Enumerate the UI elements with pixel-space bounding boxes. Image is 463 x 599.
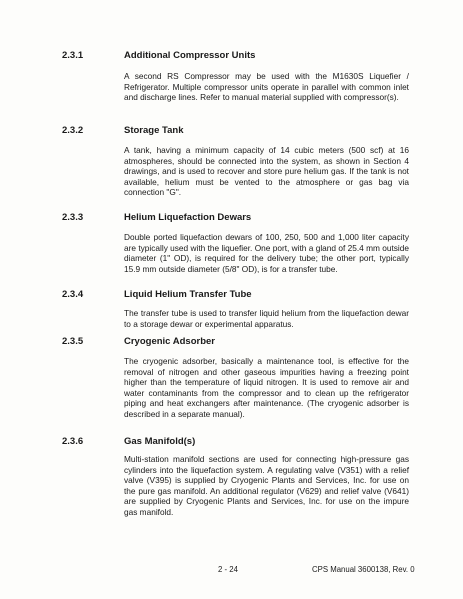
page-number: 2 - 24 xyxy=(218,565,238,574)
section-number: 2.3.6 xyxy=(62,436,84,447)
section-number: 2.3.2 xyxy=(62,125,84,136)
section-title: Storage Tank xyxy=(124,125,184,136)
section-title: Cryogenic Adsorber xyxy=(124,336,215,347)
section-title: Helium Liquefaction Dewars xyxy=(124,212,252,223)
manual-reference: CPS Manual 3600138, Rev. 0 xyxy=(312,565,415,574)
section-number: 2.3.1 xyxy=(62,50,84,61)
section-number: 2.3.3 xyxy=(62,212,84,223)
section-body: Multi-station manifold sections are used for connecting high-pressure gas cylinders into the liquefaction system. A regulating valve (V351) with a relief valve (V395) is supplied by Cryogenic Plants and Services, Inc. for use on the pure gas manifold. An additional regulator (V629) and relief valve (V641) are supplied by Cryogenic Plants and Services, Inc. for use on the impure gas manifold. xyxy=(124,454,409,517)
section-number: 2.3.5 xyxy=(62,336,84,347)
section-title: Liquid Helium Transfer Tube xyxy=(124,289,252,300)
section-body: A tank, having a minimum capacity of 14 cubic meters (500 scf) at 16 atmospheres, should be connected into the system, as shown in Section 4 drawings, and is used to recover and store pure helium gas. If the tank is not available, helium must be vented to the atmosphere or gas bag via connection "G". xyxy=(124,145,409,198)
section-title: Additional Compressor Units xyxy=(124,50,256,61)
section-body: Double ported liquefaction dewars of 100, 250, 500 and 1,000 liter capacity are typically used with the liquefier. One port, with a gland of 25.4 mm outside diameter (1" OD), is required for the delivery tube; the other port, typically 15.9 mm outside diameter (5/8" OD), is for a transfer tube. xyxy=(124,232,409,274)
section-number: 2.3.4 xyxy=(62,289,84,300)
section-body: The transfer tube is used to transfer liquid helium from the liquefaction dewar to a storage dewar or experimental apparatus. xyxy=(124,308,409,329)
section-body: A second RS Compressor may be used with the M1630S Liquefier / Refrigerator. Multiple compressor units operate in parallel with common inlet and discharge lines. Refer to manual material supplied with compressor(s). xyxy=(124,71,409,103)
section-body: The cryogenic adsorber, basically a maintenance tool, is effective for the removal of nitrogen and other gaseous impurities having a freezing point higher than the temperature of liquid nitrogen. It is used to remove air and water contaminants from the compressor and to clean up the refrigerator piping and heat exchangers after maintenance. (The cryogenic adsorber is described in a separate manual). xyxy=(124,356,409,419)
section-title: Gas Manifold(s) xyxy=(124,436,196,447)
